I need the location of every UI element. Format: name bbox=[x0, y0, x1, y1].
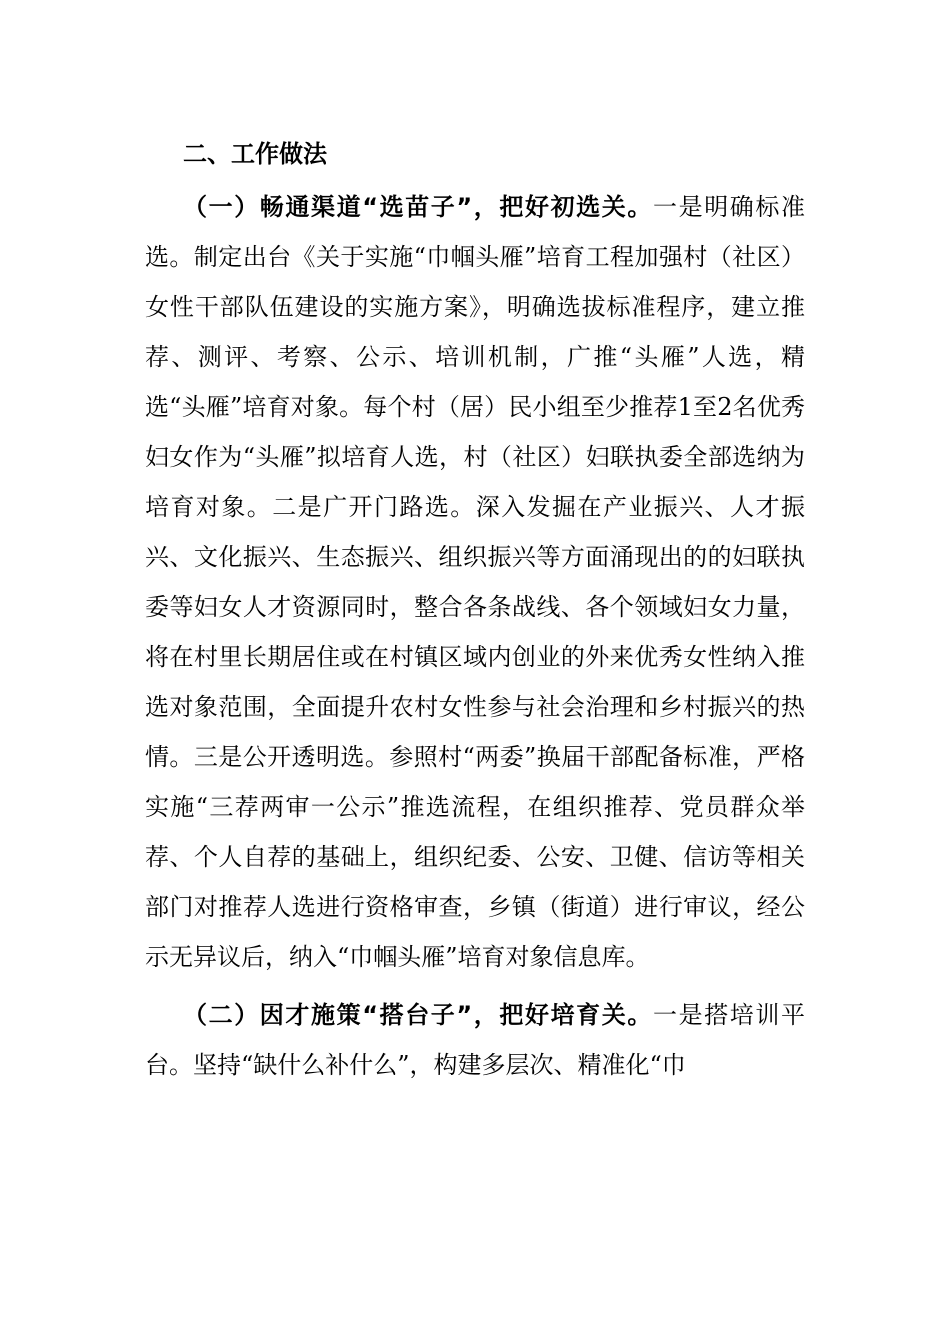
paragraph-1 bbox=[145, 182, 805, 982]
paragraph-1-body: 一是明确标准选。制定出台《关于实施“巾帼头雁”培育工程加强村（社区）女性干部队伍建设的实施方案》，明确选拔标准程序，建立推荐、测评、考察、公示、培训机制，广推“头雁”人选，精选“头雁”培育对象。每个村（居）民小组至少推荐1至2名优秀妇女作为“头雁”拟培育人选，村（社区）妇联执委全部选纳为培育对象。二是广开门路选。深入发掘在产业振兴、人才振兴、文化振兴、生态振兴、组织振兴等方面涌现出的的妇联执委等妇女人才资源同时，整合各条战线、各个领域妇女力量，将在村里长期居住或在村镇区域内创业的外来优秀女性纳入推选对象范围，全面提升农村女性参与社会治理和乡村振兴的热情。三是公开透明选。参照村“两委”换届干部配备标准，严格实施“三荐两审一公示”推选流程，在组织推荐、党员群众举荐、个人自荐的基础上，组织纪委、公安、卫健、信访等相关部门对推荐人选进行资格审查，乡镇（街道）进行审议，经公示无异议后，纳入“巾帼头雁”培育对象信息库。 bbox=[145, 193, 806, 971]
paragraph-2 bbox=[145, 990, 805, 1090]
document-body bbox=[145, 130, 805, 1090]
paragraph-2-body: 一是搭培训平台。坚持“缺什么补什么”，构建多层次、精准化“巾 bbox=[145, 1001, 806, 1079]
paragraph-2-lead: （二）因才施策“搭台子”，把好培育关。 bbox=[183, 1001, 653, 1029]
paragraph-1-lead: （一）畅通渠道“选苗子”，把好初选关。 bbox=[183, 193, 653, 221]
section-heading: 二、工作做法 bbox=[183, 140, 327, 168]
